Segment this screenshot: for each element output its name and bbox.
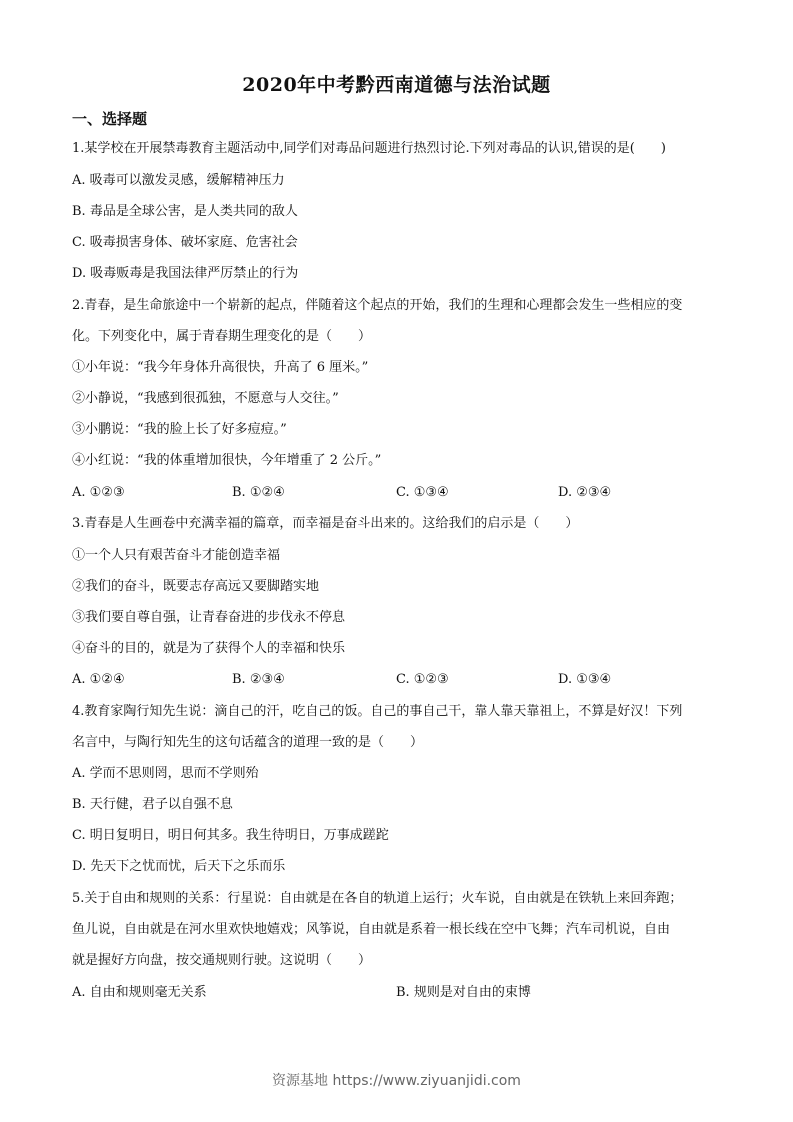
q3-statement-1: ①一个人只有艰苦奋斗才能创造幸福: [72, 548, 281, 563]
q3-statement-2: ②我们的奋斗，既要志存高远又要脚踏实地: [72, 579, 320, 594]
question-5-stem-line1: 5.关于自由和规则的关系：行星说：自由就是在各自的轨道上运行；火车说，自由就是在铁轨上来回奔跑；: [72, 891, 683, 906]
q4-option-a: A. 学而不思则罔，思而不学则殆: [72, 766, 259, 781]
question-3-stem: 3.青春是人生画卷中充满幸福的篇章，而幸福是奋斗出来的。这给我们的启示是（ ）: [72, 516, 579, 531]
q3-option-c: C. ①②③: [396, 672, 449, 687]
q1-option-c: C. 吸毒损害身体、破坏家庭、危害社会: [72, 235, 298, 250]
q2-option-a: A. ①②③: [72, 485, 125, 500]
page-title: 2020年中考黔西南道德与法治试题: [242, 74, 551, 96]
q2-statement-4: ④小红说：“我的体重增加很快，今年增重了 2 公斤。”: [72, 453, 382, 468]
q4-option-b: B. 天行健，君子以自强不息: [72, 797, 233, 812]
q3-option-a: A. ①②④: [72, 672, 125, 687]
question-4-stem-line1: 4.教育家陶行知先生说：滴自己的汗，吃自己的饭。自己的事自己干，靠人靠天靠祖上，不算是好汉！下列: [72, 704, 683, 719]
q5-option-b: B. 规则是对自由的束博: [396, 985, 531, 1000]
q2-option-d: D. ②③④: [558, 485, 612, 500]
question-5-stem-line2: 鱼儿说，自由就是在河水里欢快地嬉戏；风筝说，自由就是系着一根长线在空中飞舞；汽车司机说，自由: [72, 922, 671, 937]
q1-option-a: A. 吸毒可以激发灵感，缓解精神压力: [72, 173, 285, 188]
question-2-stem-line2: 化。下列变化中，属于青春期生理变化的是（ ）: [72, 329, 372, 344]
question-4-stem-line2: 名言中，与陶行知先生的这句话蕴含的道理一致的是（ ）: [72, 735, 424, 750]
q2-option-b: B. ①②④: [232, 485, 285, 500]
footer-watermark: 资源基地 https://www.ziyuanjidi.com: [272, 1073, 521, 1089]
q3-option-b: B. ②③④: [232, 672, 285, 687]
question-1-stem: 1.某学校在开展禁毒教育主题活动中,同学们对毒品问题进行热烈讨论.下列对毒品的认识,错误的是( ): [72, 141, 666, 156]
q3-statement-4: ④奋斗的目的，就是为了获得个人的幸福和快乐: [72, 641, 346, 656]
q1-option-d: D. 吸毒贩毒是我国法律严厉禁止的行为: [72, 266, 299, 281]
q5-option-a: A. 自由和规则毫无关系: [72, 985, 207, 1000]
q2-statement-2: ②小静说，“我感到很孤独，不愿意与人交往。”: [72, 391, 339, 406]
q2-statement-3: ③小鹏说：“我的脸上长了好多痘痘。”: [72, 422, 287, 437]
question-2-stem-line1: 2.青春，是生命旅途中一个崭新的起点，伴随着这个起点的开始，我们的生理和心理都会发生一些相应的变: [72, 298, 683, 313]
q2-statement-1: ①小年说：“我今年身体升高很快，升高了 6 厘米。”: [72, 360, 369, 375]
q1-option-b: B. 毒品是全球公害，是人类共同的敌人: [72, 204, 298, 219]
q4-option-c: C. 明日复明日，明日何其多。我生待明日，万事成蹉跎: [72, 828, 389, 843]
q2-option-c: C. ①③④: [396, 485, 449, 500]
section-heading: 一、选择题: [72, 110, 148, 128]
question-5-stem-line3: 就是握好方向盘，按交通规则行驶。这说明（ ）: [72, 953, 372, 968]
q3-option-d: D. ①③④: [558, 672, 612, 687]
q3-statement-3: ③我们要自尊自强，让青春奋进的步伐永不停息: [72, 610, 346, 625]
q4-option-d: D. 先天下之忧而忧，后天下之乐而乐: [72, 859, 286, 874]
